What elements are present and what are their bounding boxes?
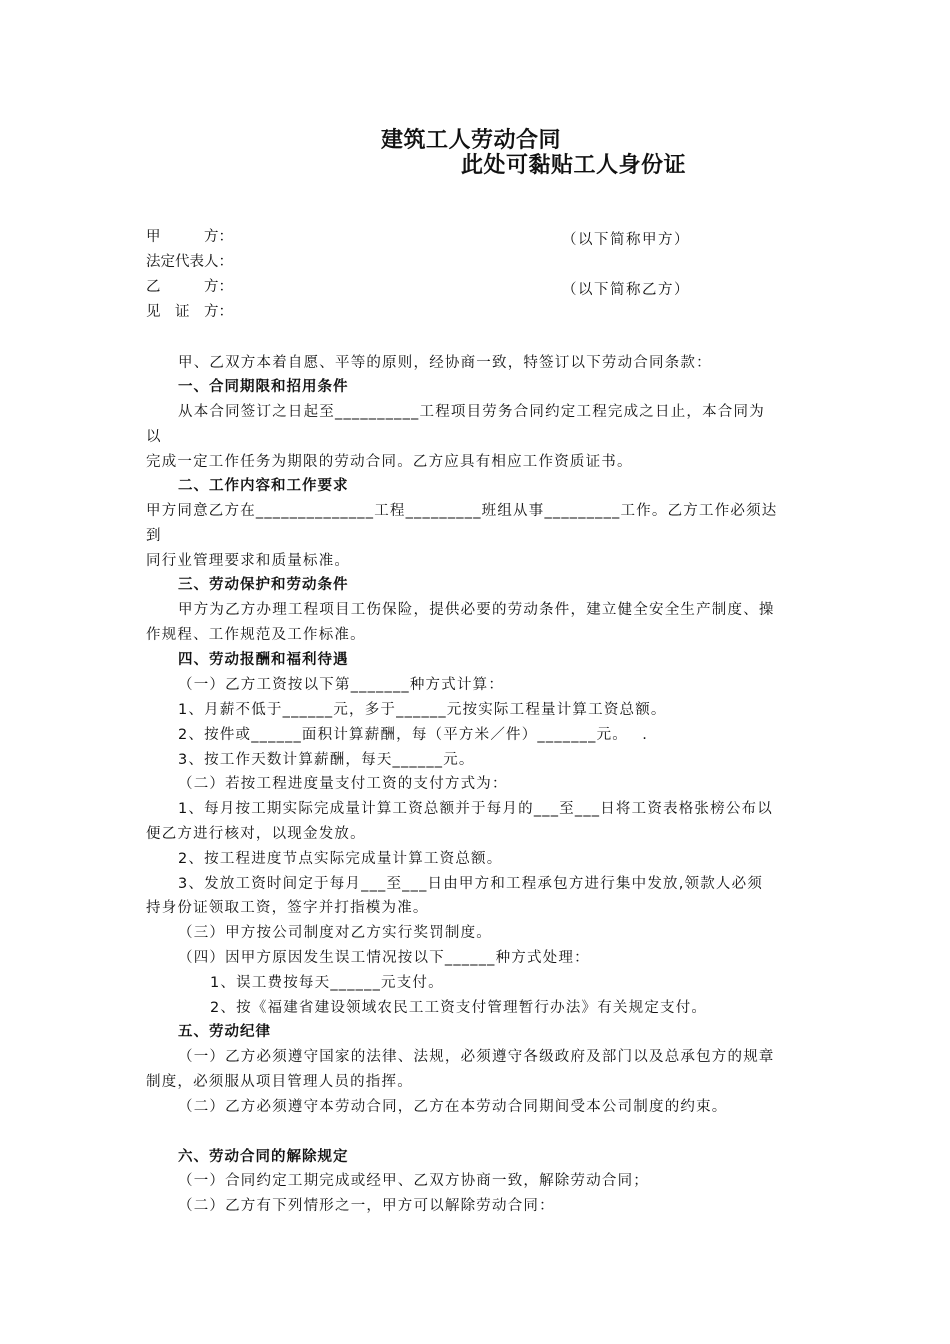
party-a-label: 甲 方： bbox=[146, 229, 233, 245]
paragraph-line: 同行业管理要求和质量标准。 bbox=[146, 553, 351, 569]
party-a-note: （以下简称甲方） bbox=[562, 232, 690, 248]
section-heading: 四、劳动报酬和福利待遇 bbox=[178, 652, 349, 668]
paragraph-line: 完成一定工作任务为期限的劳动合同。乙方应具有相应工作资质证书。 bbox=[146, 454, 633, 470]
legal-rep-label: 法定代表人： bbox=[146, 254, 233, 270]
party-b-note: （以下简称乙方） bbox=[562, 282, 690, 298]
section-heading: 三、劳动保护和劳动条件 bbox=[178, 577, 349, 593]
paragraph-line: 2、按件或______面积计算薪酬，每（平方米／件）_______元。 . bbox=[178, 727, 649, 743]
paragraph-line: 持身份证领取工资，签字并打指模为准。 bbox=[146, 900, 429, 916]
paragraph-line: （一）乙方工资按以下第_______种方式计算： bbox=[178, 677, 505, 693]
party-b-label: 乙 方： bbox=[146, 279, 233, 295]
paragraph-line: 便乙方进行核对，以现金发放。 bbox=[146, 826, 366, 842]
paragraph-line: 从本合同签订之日起至__________工程项目劳务合同约定工程完成之日止，本合同为 bbox=[178, 404, 765, 420]
paragraph-line: 甲方为乙方办理工程项目工伤保险，提供必要的劳动条件，建立健全安全生产制度、操 bbox=[178, 602, 775, 618]
paragraph-line: 甲方同意乙方在______________工程_________班组从事_________工作。乙方工作必须达 bbox=[146, 503, 778, 519]
paragraph-line: 2、按《福建省建设领域农民工工资支付管理暂行办法》有关规定支付。 bbox=[210, 1000, 708, 1016]
paragraph-line: （四）因甲方原因发生误工情况按以下______种方式处理： bbox=[178, 950, 590, 966]
witness-label: 见 证 方： bbox=[146, 304, 233, 320]
section-heading: 二、工作内容和工作要求 bbox=[178, 478, 349, 494]
paragraph-line: 到 bbox=[146, 528, 162, 544]
paragraph-line: （二）若按工程进度量支付工资的支付方式为： bbox=[178, 776, 508, 792]
paragraph-line: （二）乙方有下列情形之一，甲方可以解除劳动合同： bbox=[178, 1198, 555, 1214]
document-title: 建筑工人劳动合同 bbox=[381, 127, 562, 153]
paragraph-line: 以 bbox=[146, 429, 162, 445]
paragraph-line: 作规程、工作规范及工作标准。 bbox=[146, 627, 366, 643]
section-heading: 六、劳动合同的解除规定 bbox=[178, 1149, 349, 1165]
paragraph-line: 2、按工程进度节点实际完成量计算工资总额。 bbox=[178, 851, 503, 867]
paragraph-line: （二）乙方必须遵守本劳动合同，乙方在本劳动合同期间受本公司制度的约束。 bbox=[178, 1099, 728, 1115]
paragraph-line: 3、发放工资时间定于每月___至___日由甲方和工程承包方进行集中发放,领款人必须 bbox=[178, 876, 764, 892]
paragraph-line: 3、按工作天数计算薪酬，每天______元。 bbox=[178, 752, 475, 768]
paragraph-line: （一）乙方必须遵守国家的法律、法规，必须遵守各级政府及部门以及总承包方的规章 bbox=[178, 1049, 775, 1065]
section-heading: 一、合同期限和招用条件 bbox=[178, 379, 349, 395]
section-heading: 五、劳动纪律 bbox=[178, 1024, 271, 1040]
id-card-paste-note: 此处可黏贴工人身份证 bbox=[461, 152, 687, 178]
paragraph-line: 1、月薪不低于______元，多于______元按实际工程量计算工资总额。 bbox=[178, 702, 667, 718]
paragraph-line: 1、误工费按每天______元支付。 bbox=[210, 975, 444, 991]
paragraph-line: （一）合同约定工期完成或经甲、乙双方协商一致，解除劳动合同； bbox=[178, 1173, 649, 1189]
paragraph-line: （三）甲方按公司制度对乙方实行奖罚制度。 bbox=[178, 925, 492, 941]
paragraph-line: 制度，必须服从项目管理人员的指挥。 bbox=[146, 1074, 413, 1090]
paragraph-line: 1、每月按工期实际完成量计算工资总额并于每月的___至___日将工资表格张榜公布以 bbox=[178, 801, 773, 817]
preamble: 甲、乙双方本着自愿、平等的原则，经协商一致，特签订以下劳动合同条款： bbox=[178, 355, 712, 371]
